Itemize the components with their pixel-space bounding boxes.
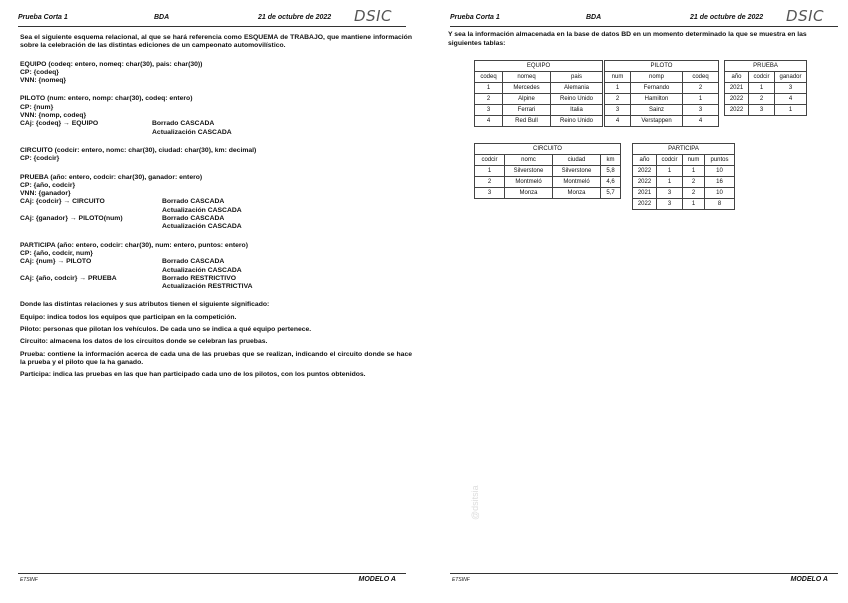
foreign-key [20,275,412,283]
table-cell: Italia [551,105,603,116]
table-row [633,188,735,199]
prueba-table [724,60,807,116]
foreign-key [20,258,412,266]
table-cell: 2021 [633,188,657,199]
schema-line: PILOTO (num: entero, nomp: char(30), codeq: entero) [20,95,193,103]
column-header: ciudad [553,155,601,166]
table-title: PARTICIPA [633,144,735,155]
intro-text: Y sea la información almacenada en la base de datos BD en un momento determinado la que se muestra en las siguientes tablas: [448,31,807,47]
descriptions [20,314,412,380]
table-cell: 1 [657,166,683,177]
header-date: 21 de octubre de 2022 [690,14,764,21]
table-cell: 2 [683,188,705,199]
column-header: año [725,72,749,83]
column-header: codeq [475,72,503,83]
table-cell: 3 [683,105,719,116]
fk-delete: Borrado CASCADA [162,215,225,223]
table-cell: 10 [705,166,735,177]
table-cell: 2 [475,94,503,105]
table-cell: 4 [605,116,631,127]
table-cell: Fernando [631,83,683,94]
fk-update: Actualización CASCADA [162,206,242,214]
equipo-table [474,60,603,127]
foreign-key [20,120,412,128]
table-cell: 2 [683,83,719,94]
prueba-schema [20,174,412,232]
column-header: año [633,155,657,166]
table-cell: Alpine [503,94,551,105]
foreign-key-update [20,129,412,137]
column-header: km [601,155,621,166]
header-rule [450,26,838,27]
footer-rule [18,573,406,574]
table-cell: 2 [683,177,705,188]
table-cell: Silverstone [553,166,601,177]
schema-line: PRUEBA (año: entero, codcir: char(30), ganador: entero) [20,173,203,181]
intro-text: Sea el siguiente esquema relacional, al que se hará referencia como ESQUEMA de TRABAJO, que mantiene información sobre la celebración de las distintas ediciones de un campeonato automovilístico. [20,34,412,50]
table-row [475,83,603,94]
column-header: codcir [657,155,683,166]
table-cell: 5,7 [601,188,621,199]
description-item: Piloto: personas que pilotan los vehículos. De cada uno se indica a qué equipo pertenece. [20,326,312,334]
page-header [18,7,406,26]
table-cell: Monza [553,188,601,199]
fk-delete: Borrado CASCADA [162,198,225,206]
column-header: puntos [705,155,735,166]
table-cell: 16 [705,177,735,188]
table-cell: Alemania [551,83,603,94]
circuito-table [474,143,621,199]
table-row [725,83,807,94]
column-header: ganador [775,72,807,83]
table-row [605,105,719,116]
table-cell: Reino Unido [551,116,603,127]
table-row [605,94,719,105]
fk-label: CAj: {codeq} → EQUIPO [20,120,99,128]
piloto-table [604,60,719,127]
header-title: Prueba Corta 1 [18,14,68,21]
fk-delete: Borrado RESTRICTIVO [162,274,237,282]
table-cell: 3 [657,188,683,199]
column-header: codeq [683,72,719,83]
table-row [475,94,603,105]
dsic-logo: DSIC [786,7,824,25]
table-cell: 1 [475,166,505,177]
watermark: @dsitsia [470,485,480,520]
table-cell: 1 [749,83,775,94]
participa-schema [20,242,412,292]
table-row [475,166,621,177]
data-intro [448,30,840,48]
foreign-key-update [20,283,412,291]
table-cell: 4,6 [601,177,621,188]
table-cell: 10 [705,188,735,199]
dsic-logo: DSIC [354,7,392,25]
foreign-key-update [20,267,412,275]
header-title: Prueba Corta 1 [450,14,500,21]
description-item: Equipo: indica todos los equipos que participan en la competición. [20,313,237,321]
fk-label: CAj: {num} → PILOTO [20,258,92,266]
table-cell: Hamilton [631,94,683,105]
footer-rule [450,573,838,574]
fk-update: Actualización CASCADA [162,266,242,274]
header-date: 21 de octubre de 2022 [258,14,332,21]
left-page [0,0,416,603]
fk-delete: Borrado CASCADA [162,258,225,266]
table-row [633,177,735,188]
table-cell: Silverstone [505,166,553,177]
schema-line: CIRCUITO (codcir: entero, nomc: char(30), ciudad: char(30), km: decimal) [20,146,257,154]
table-cell: 2021 [725,83,749,94]
table-cell: 2022 [633,199,657,210]
table-cell: Red Bull [503,116,551,127]
table-title: CIRCUITO [475,144,621,155]
description-item: Prueba: contiene la información acerca de cada una de las pruebas que se realizan, indicando el circuito donde se hace la prueba y el piloto que la ha ganado. [20,350,412,366]
header-subject: BDA [154,14,170,21]
fk-label: CAj: {codcir} → CIRCUITO [20,198,105,206]
table-cell: 2 [475,177,505,188]
table-row [605,116,719,127]
schema-line: CP: {año, codcir} [20,181,76,189]
table-cell: Montmeló [505,177,553,188]
schema-line: CP: {año, codcir, num} [20,249,93,257]
table-cell: Sainz [631,105,683,116]
table-row [475,177,621,188]
table-cell: 2022 [725,94,749,105]
page-header [450,7,838,26]
right-page [432,0,848,603]
table-title: EQUIPO [475,61,603,72]
column-header: codcir [475,155,505,166]
table-cell: Verstappen [631,116,683,127]
table-cell: 1 [475,83,503,94]
schema-line: VNN: {nomp, codeq} [20,112,87,120]
participa-table [632,143,735,210]
table-cell: 1 [683,199,705,210]
table-title: PILOTO [605,61,719,72]
fk-update: Actualización CASCADA [162,223,242,231]
piloto-schema [20,95,412,136]
table-cell: 2022 [633,177,657,188]
foreign-key-update [20,223,412,231]
table-cell: 3 [749,105,775,116]
table-row [475,105,603,116]
fk-delete: Borrado CASCADA [152,120,215,128]
foreign-key-update [20,207,412,215]
description-item: Circuito: almacena los datos de los circuitos donde se celebran las pruebas. [20,338,268,346]
column-header: nomc [505,155,553,166]
schema-line: CP: {codcir} [20,155,60,163]
foreign-key [20,215,412,223]
table-cell: 3 [657,199,683,210]
fk-update: Actualización RESTRICTIVA [162,283,253,291]
table-cell: 1 [657,177,683,188]
schema-line: VNN: {nomeq} [20,77,67,85]
table-cell: Montmeló [553,177,601,188]
table-row [633,166,735,177]
equipo-schema [20,61,412,86]
foreign-key [20,198,412,206]
footer-model: MODELO A [790,576,828,583]
circuito-schema [20,147,412,164]
column-header: codcir [749,72,775,83]
fk-update: Actualización CASCADA [152,128,232,136]
table-cell: Monza [505,188,553,199]
table-cell: Mercedes [503,83,551,94]
column-header: nomeq [503,72,551,83]
table-cell: 2 [605,94,631,105]
table-row [633,199,735,210]
column-header: nomp [631,72,683,83]
table-cell: Ferrari [503,105,551,116]
schema-line: VNN: {ganador} [20,190,71,198]
column-header: num [683,155,705,166]
table-title: PRUEBA [725,61,807,72]
header-subject: BDA [586,14,602,21]
fk-label: CAj: {ganador} → PILOTO(num) [20,215,123,223]
schema-line: EQUIPO (codeq: entero, nomeq: char(30), pais: char(30)) [20,60,203,68]
header-rule [18,26,406,27]
table-cell: 8 [705,199,735,210]
column-header: num [605,72,631,83]
description-item: Participa: indica las pruebas en las que han participado cada uno de los pilotos, con los puntos obtenidos. [20,371,366,379]
table-cell: 1 [683,94,719,105]
table-cell: 2022 [725,105,749,116]
schema-line: PARTICIPA (año: entero, codcir: char(30), num: entero, puntos: entero) [20,241,248,249]
table-row [605,83,719,94]
meaning-heading: Donde las distintas relaciones y sus atributos tienen el siguiente significado: [20,301,270,309]
table-row [475,116,603,127]
table-cell: Reino Unido [551,94,603,105]
table-cell: 5,8 [601,166,621,177]
table-row [725,105,807,116]
table-cell: 1 [605,83,631,94]
table-cell: 3 [475,105,503,116]
schema-line: CP: {codeq} [20,68,59,76]
schema-line: CP: {num} [20,103,54,111]
table-cell: 4 [683,116,719,127]
table-cell: 1 [775,105,807,116]
table-cell: 1 [683,166,705,177]
column-header: pais [551,72,603,83]
table-cell: 2022 [633,166,657,177]
table-cell: 3 [605,105,631,116]
footer-model: MODELO A [358,576,396,583]
table-cell: 3 [475,188,505,199]
table-cell: 3 [775,83,807,94]
table-cell: 4 [475,116,503,127]
table-row [725,94,807,105]
table-row [475,188,621,199]
schema-body [20,34,412,384]
table-cell: 2 [749,94,775,105]
footer-left: ETSINF [20,577,38,583]
footer-left: ETSINF [452,577,470,583]
fk-label: CAj: {año, codcir} → PRUEBA [20,274,117,282]
table-cell: 4 [775,94,807,105]
